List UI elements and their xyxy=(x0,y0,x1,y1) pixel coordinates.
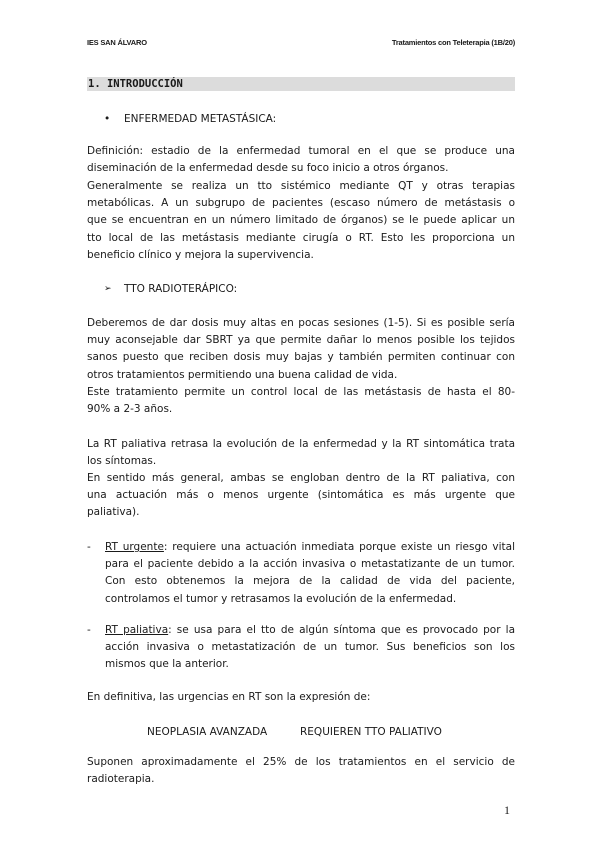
text-line: para el paciente debido a la acción invasiva o metastatizante de un tumor. xyxy=(105,558,515,571)
term-rt-urgente: RT urgente xyxy=(105,541,164,553)
header-school: IES SAN ÁLVARO xyxy=(87,38,147,47)
text-line: que se encuentran en un número limitado de órganos) se le puede aplicar un xyxy=(87,214,515,227)
text-line: paliativa). xyxy=(87,506,140,519)
dash-marker: - xyxy=(87,624,91,636)
text-line: tto local de las metástasis mediante cirugía o RT. Esto les proporciona un xyxy=(87,231,515,244)
text-line: Generalmente se realiza un tto sistémico mediante QT y otras terapias xyxy=(87,180,515,192)
page-number: 1 xyxy=(504,803,510,817)
bullet-label: TTO RADIOTERÁPICO: xyxy=(124,283,238,295)
term-definition: : se usa para el tto de algún síntoma que es provocado por la xyxy=(168,624,516,636)
text-line: sanos puesto que reciben dosis muy bajas y también permiten continuar con xyxy=(87,351,515,364)
paragraph-sentido-general xyxy=(87,470,515,522)
text-line: diseminación de la enfermedad desde su foco inicio a otros órganos. xyxy=(87,162,449,175)
text-line: La RT paliativa retrasa la evolución de la enfermedad y la RT sintomática trata xyxy=(87,438,515,450)
paragraph-control-local xyxy=(87,384,515,418)
arrow-bullet-icon: ➢ xyxy=(104,284,112,294)
paragraph-definicion xyxy=(87,143,515,177)
text-line: beneficio clínico y mejora la supervivencia. xyxy=(87,248,314,261)
paragraph-general xyxy=(87,178,515,264)
header-topic: Tratamientos con Teleterapia (1B/20) xyxy=(391,38,515,47)
dash-marker: - xyxy=(87,541,91,553)
neoplasia-label: NEOPLASIA AVANZADA xyxy=(147,726,268,738)
text-line: los síntomas. xyxy=(87,455,157,468)
text-line: Suponen aproximadamente el 25% de los tratamientos en el servicio de xyxy=(87,756,515,768)
bullet-dot-icon: • xyxy=(104,113,111,125)
text-line: En definitiva, las urgencias en RT son la expresión de: xyxy=(87,691,371,703)
paragraph-rt-paliativa xyxy=(87,436,515,470)
paragraph-suponen xyxy=(87,754,515,788)
text-line: controlamos el tumor y retrasamos la evolución de la enfermedad. xyxy=(105,592,457,605)
text-line: Con esto obtenemos la mejora de la calidad de vida del paciente, xyxy=(105,575,515,588)
term-definition: : requiere una actuación inmediata porque existe un riesgo vital xyxy=(163,541,515,553)
paragraph-dosis xyxy=(87,315,515,384)
text-line: metabólicas. A un subgrupo de pacientes (escaso número de metástasis o xyxy=(87,197,515,210)
text-line: otros tratamientos permitiendo una buena calidad de vida. xyxy=(87,368,398,381)
term-rt-paliativa: RT paliativa xyxy=(105,624,169,636)
bullet-label: ENFERMEDAD METASTÁSICA: xyxy=(124,113,277,125)
text-line: muy aconsejable dar SBRT ya que permite dañar lo menos posible los tejidos xyxy=(87,334,515,347)
text-line: mismos que la anterior. xyxy=(105,658,229,671)
text-line: Este tratamiento permite un control local de las metástasis de hasta el 80- xyxy=(87,386,515,398)
text-line: acción invasiva o metastatización de un tumor. Sus beneficios son los xyxy=(105,641,515,654)
text-line: En sentido más general, ambas se engloban dentro de la RT paliativa, con xyxy=(87,472,515,484)
text-line: 90% a 2-3 años. xyxy=(87,403,173,416)
text-line: Definición: estadio de la enfermedad tumoral en el que se produce una xyxy=(87,145,515,157)
text-line: una actuación más o menos urgente (sintomática es más urgente que xyxy=(87,489,515,502)
paragraph-definitiva xyxy=(87,689,515,706)
text-line: Deberemos de dar dosis muy altas en pocas sesiones (1-5). Si es posible sería xyxy=(87,317,515,329)
page-header xyxy=(87,38,515,50)
requieren-label: REQUIEREN TTO PALIATIVO xyxy=(300,726,442,738)
text-line: radioterapia. xyxy=(87,773,155,786)
section-title: 1. INTRODUCCIÓN xyxy=(88,78,183,90)
